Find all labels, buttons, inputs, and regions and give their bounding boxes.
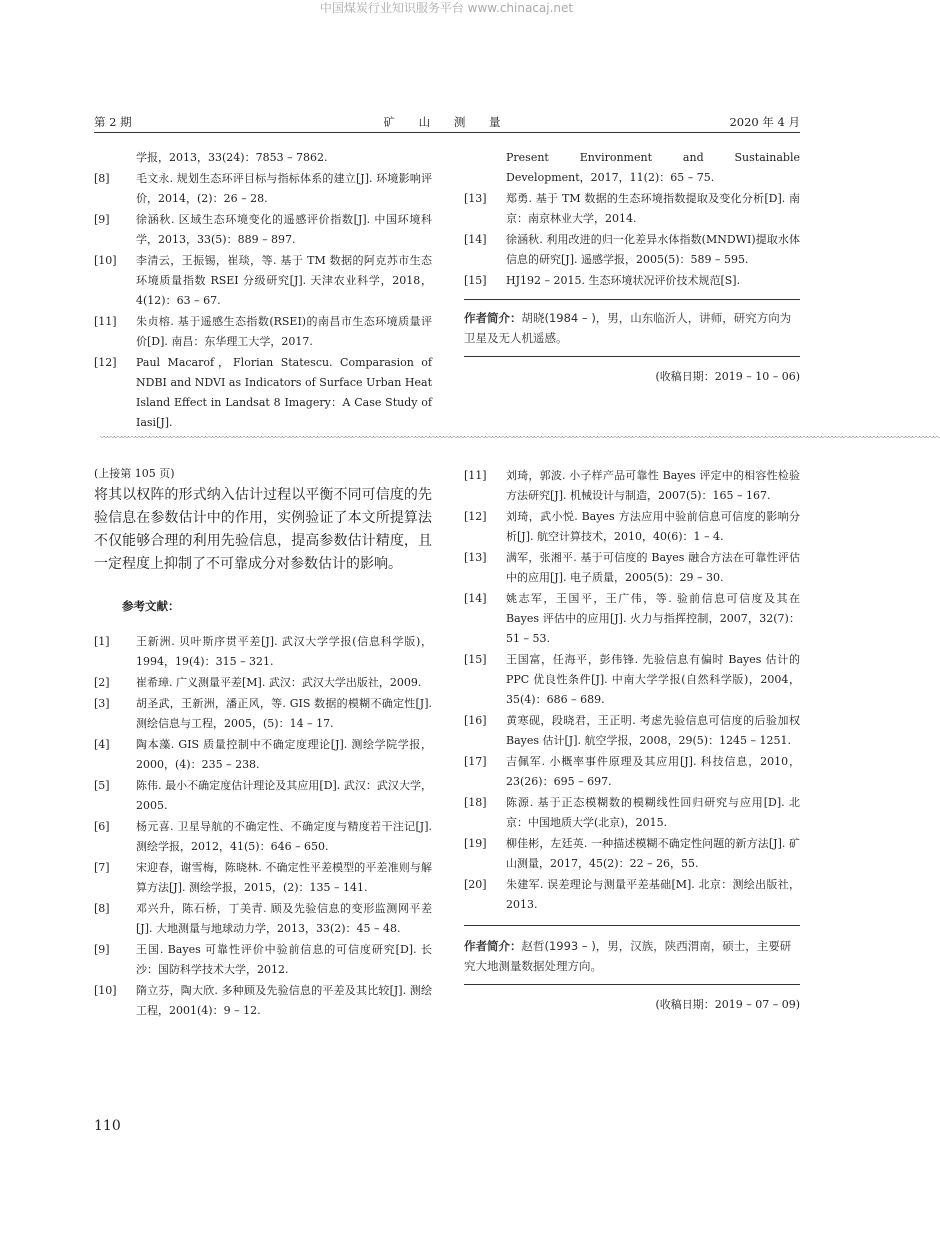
bottom-left-references (94, 632, 432, 1021)
author-rule-top-2 (464, 925, 800, 926)
reference-number: [13] (464, 192, 487, 205)
reference-item (464, 148, 800, 188)
reference-text: 黄寒砚，段晓君，王正明. 考虑先验信息可信度的后验加权 Bayes 估计[J]. 航空学报，2008，29(5)：1245 – 1251. (506, 714, 800, 747)
reference-text: 杨元喜. 卫星导航的不确定性、不确定度与精度若干注记[J]. 测绘学报，2012，41(5)：646 – 650. (136, 820, 432, 853)
issue-label: 第 2 期 (94, 115, 132, 129)
reference-item (94, 673, 432, 693)
reference-number: [8] (94, 172, 110, 185)
reference-text: Paul Macarof，Florian Statescu. Comparasion of NDBI and NDVI as Indicators of Surface Urban Heat Island Effect in Landsat 8 Imagery：A Case Study of Iasi[J]. (136, 356, 432, 429)
reference-text: 满军，张湘平. 基于可信度的 Bayes 融合方法在可靠性评估中的应用[J]. 电子质量，2005(5)：29 – 30. (506, 551, 800, 584)
reference-number: [1] (94, 635, 110, 648)
author-bio-bottom (464, 936, 800, 976)
reference-text: 王国富，任海平，彭伟锋. 先验信息有偏时 Bayes 估计的 PPC 优良性条件[J]. 中南大学学报(自然科学版)，2004，35(4)：686 – 689. (506, 653, 800, 706)
reference-item (464, 875, 800, 915)
reference-text: 毛文永. 规划生态环评目标与指标体系的建立[J]. 环境影响评价，2014，(2)：26 – 28. (136, 172, 432, 205)
author-rule-bottom-2 (464, 984, 800, 985)
reference-number: [18] (464, 796, 487, 809)
received-date-top: (收稿日期：2019 – 10 – 06) (655, 370, 800, 383)
received-date-bottom: (收稿日期：2019 – 07 – 09) (655, 998, 800, 1011)
reference-item (94, 353, 432, 433)
reference-text: 徐涵秋. 利用改进的归一化差异水体指数(MNDWI)提取水体信息的研究[J]. 遥感学报，2005(5)：589 – 595. (506, 233, 800, 266)
reference-text: 李清云，王振锡，崔琰，等. 基于 TM 数据的阿克苏市生态环境质量指数 RSEI 分级研究[J]. 天津农业科学，2018，4(12)：63 – 67. (136, 254, 432, 307)
reference-item (94, 817, 432, 857)
reference-number: [11] (464, 469, 487, 482)
reference-item (464, 793, 800, 833)
reference-item (464, 548, 800, 588)
body-paragraph: 将其以权阵的形式纳入估计过程以平衡不同可信度的先验信息在参数估计中的作用，实例验证了本文所提算法不仅能够合理的利用先验信息，提高参数估计精度，且一定程度上抑制了不可靠成分对参数估计的影响。 (94, 487, 432, 572)
reference-item (464, 650, 800, 710)
running-header (94, 114, 800, 130)
reference-number: [12] (94, 356, 117, 369)
reference-text: 王新洲. 贝叶斯序贯平差[J]. 武汉大学学报(信息科学版)，1994，19(4)：315 – 321. (136, 635, 432, 668)
section-divider: 〰〰〰〰〰〰〰〰〰〰〰〰〰〰〰〰〰〰〰〰〰〰〰〰〰〰〰〰〰〰〰〰〰〰〰〰〰〰〰〰〰〰〰〰〰〰〰〰〰〰〰〰〰〰〰〰〰〰〰〰〰〰〰〰〰〰〰〰〰〰〰〰〰〰〰〰〰〰〰〰〰〰〰〰〰〰〰〰〰〰〰〰〰〰〰〰〰〰〰〰〰〰〰〰〰〰〰〰〰〰〰〰〰〰〰〰〰〰〰〰 (100, 433, 940, 442)
reference-item (94, 858, 432, 898)
reference-item (94, 776, 432, 816)
top-left-references (94, 148, 432, 433)
reference-number: [15] (464, 653, 487, 666)
reference-item (464, 507, 800, 547)
reference-text: 胡圣武，王新洲，潘正风，等. GIS 数据的模糊不确定性[J]. 测绘信息与工程，2005，(5)：14 – 17. (136, 697, 432, 730)
author-rule-bottom (464, 356, 800, 357)
reference-text: 陈伟. 最小不确定度估计理论及其应用[D]. 武汉：武汉大学，2005. (136, 779, 432, 812)
reference-item (464, 834, 800, 874)
reference-item (94, 735, 432, 775)
reference-text: 宋迎春，谢雪梅，陈晓林. 不确定性平差模型的平差准则与解算方法[J]. 测绘学报，2015，(2)：135 – 141. (136, 861, 432, 894)
bottom-right-references (464, 466, 800, 915)
reference-number: [5] (94, 779, 110, 792)
reference-number: [10] (94, 254, 117, 267)
reference-text: 郑勇. 基于 TM 数据的生态环境指数提取及变化分析[D]. 南京：南京林业大学，2014. (506, 192, 800, 225)
author-label-2: 作者简介： (464, 939, 522, 953)
top-right-references (464, 148, 800, 291)
reference-number: [10] (94, 984, 117, 997)
reference-number: [14] (464, 592, 487, 605)
reference-text: 隋立芬，陶大欣. 多种顾及先验信息的平差及其比较[J]. 测绘工程，2001(4)：9 – 12. (136, 984, 432, 1017)
bottom-left-column (94, 466, 432, 1021)
journal-title: 矿 山 测 量 (383, 115, 511, 129)
author-bio-top (464, 308, 800, 348)
reference-number: [4] (94, 738, 110, 751)
reference-item (94, 148, 432, 168)
reference-number: [3] (94, 697, 110, 710)
reference-item (94, 169, 432, 209)
author-text-2: 赵哲(1993 – )，男，汉族，陕西渭南，硕士，主要研究大地测量数据处理方向。 (464, 939, 792, 973)
reference-number: [13] (464, 551, 487, 564)
reference-text: 朱建军. 误差理论与测量平差基础[M]. 北京：测绘出版社，2013. (506, 878, 800, 911)
reference-text: 邓兴升，陈石桥，丁美青. 顾及先验信息的变形监测网平差[J]. 大地测量与地球动力学，2013，33(2)：45 – 48. (136, 902, 432, 935)
reference-number: [9] (94, 943, 110, 956)
reference-number: [11] (94, 315, 117, 328)
issue-date: 2020 年 4 月 (729, 115, 800, 129)
reference-text: 崔希璋. 广义测量平差[M]. 武汉：武汉大学出版社，2009. (136, 676, 422, 689)
reference-number: [14] (464, 233, 487, 246)
reference-number: [6] (94, 820, 110, 833)
reference-item (94, 694, 432, 734)
reference-text: 陶本藻. GIS 质量控制中不确定度理论[J]. 测绘学院学报，2000，(4)：235 – 238. (136, 738, 432, 771)
reference-number: [8] (94, 902, 110, 915)
author-rule-top (464, 299, 800, 300)
reference-text: 朱贞榕. 基于遥感生态指数(RSEI)的南昌市生态环境质量评价[D]. 南昌：东华理工大学，2017. (136, 315, 432, 348)
reference-text: 姚志军，王国平，王广伟，等. 验前信息可信度及其在 Bayes 评估中的应用[J]. 火力与指挥控制，2007，32(7)：51 – 53. (506, 592, 800, 645)
author-text: 胡晓(1984 – )，男，山东临沂人，讲师，研究方向为卫星及无人机遥感。 (464, 311, 792, 345)
reference-item (464, 711, 800, 751)
reference-item (94, 210, 432, 250)
reference-number: [19] (464, 837, 487, 850)
reference-item (464, 589, 800, 649)
reference-text: 刘琦，武小悦. Bayes 方法应用中验前信息可信度的影响分析[J]. 航空计算技术，2010，40(6)：1 – 4. (506, 510, 800, 543)
reference-item (94, 632, 432, 672)
reference-number: [7] (94, 861, 110, 874)
reference-text: 刘琦，郭波. 小子样产品可靠性 Bayes 评定中的相容性检验方法研究[J]. 机械设计与制造，2007(5)：165 – 167. (506, 469, 800, 502)
watermark: 中国煤炭行业知识服务平台 www.chinacaj.net (319, 1, 574, 15)
author-label: 作者简介： (464, 311, 522, 325)
reference-item (94, 312, 432, 352)
reference-text: 王国. Bayes 可靠性评价中验前信息的可信度研究[D]. 长沙：国防科学技术大学，2012. (136, 943, 432, 976)
header-rule (94, 132, 800, 133)
continued-note: (上接第 105 页) (94, 467, 175, 480)
reference-number: [16] (464, 714, 487, 727)
reference-number: [9] (94, 213, 110, 226)
reference-text: 柳佳彬，左廷英. 一种描述模糊不确定性问题的新方法[J]. 矿山测量，2017，45(2)：22 – 26，55. (506, 837, 800, 870)
reference-text: Present Environment and Sustainable Development，2017，11(2)：65 – 75. (506, 151, 800, 184)
reference-item (94, 899, 432, 939)
reference-number: [2] (94, 676, 110, 689)
reference-item (464, 271, 800, 291)
reference-text: 陈源. 基于正态模糊数的模糊线性回归研究与应用[D]. 北京：中国地质大学(北京)，2015. (506, 796, 800, 829)
reference-item (94, 981, 432, 1021)
reference-item (464, 466, 800, 506)
reference-text: 学报，2013，33(24)：7853 – 7862. (136, 151, 328, 164)
bottom-right-column (464, 466, 800, 1015)
page-number: 110 (94, 1118, 121, 1134)
reference-number: [20] (464, 878, 487, 891)
reference-number: [17] (464, 755, 487, 768)
reference-text: 徐涵秋. 区域生态环境变化的遥感评价指数[J]. 中国环境科学，2013，33(5)：889 – 897. (136, 213, 432, 246)
reference-item (94, 940, 432, 980)
reference-number: [15] (464, 274, 487, 287)
references-heading: 参考文献： (122, 599, 180, 613)
reference-item (94, 251, 432, 311)
reference-item (464, 189, 800, 229)
top-right-column (464, 148, 800, 387)
reference-number: [12] (464, 510, 487, 523)
reference-item (464, 230, 800, 270)
reference-text: 吉佩军. 小概率事件原理及其应用[J]. 科技信息，2010，23(26)：695 – 697. (506, 755, 800, 788)
reference-item (464, 752, 800, 792)
reference-text: HJ192 – 2015. 生态环境状况评价技术规范[S]. (506, 274, 741, 287)
